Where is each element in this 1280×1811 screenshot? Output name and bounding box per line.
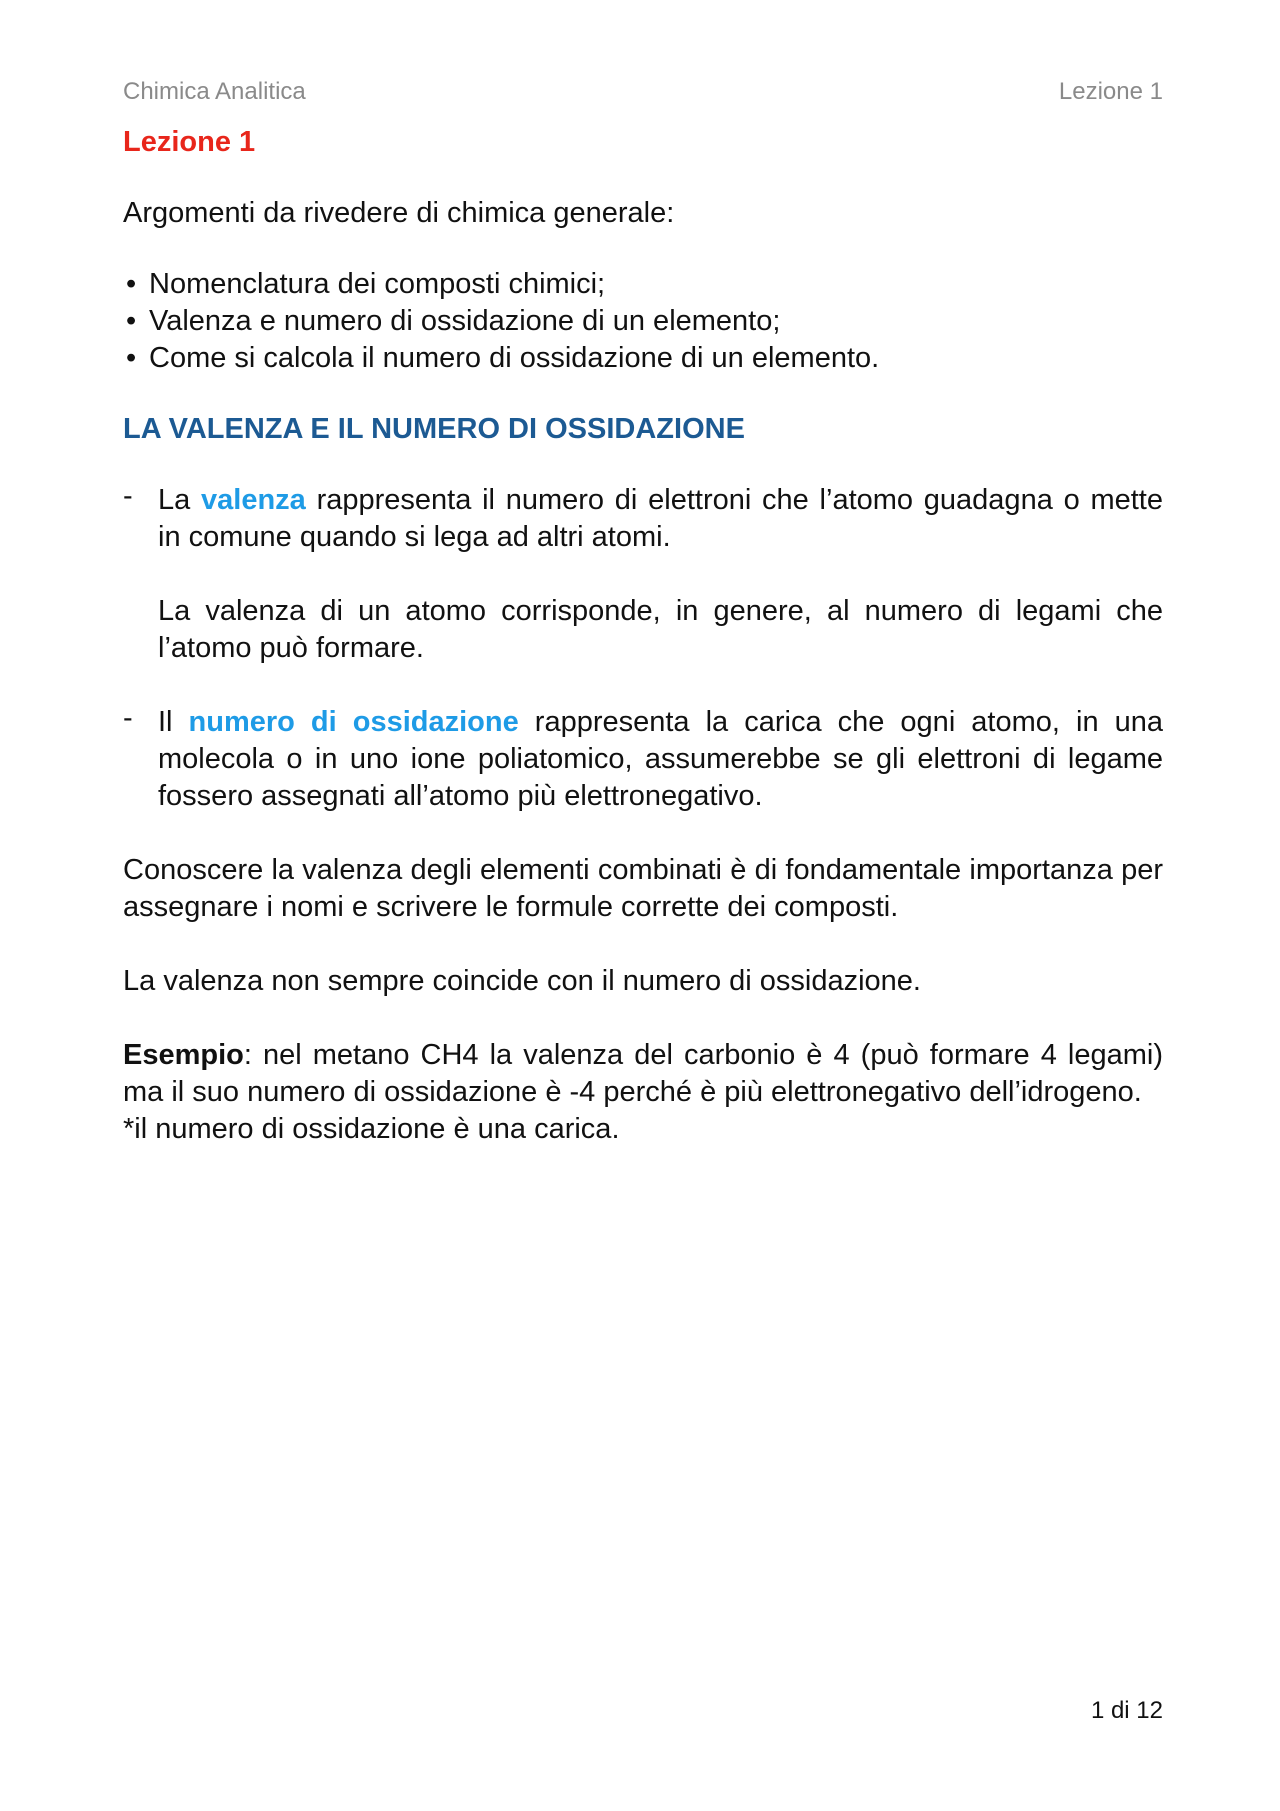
spacer (123, 926, 1163, 963)
bullet-icon: • (126, 305, 137, 337)
list-item (123, 266, 1163, 303)
running-header (123, 78, 1163, 106)
dash-icon: - (123, 480, 133, 512)
example-footnote: *il numero di ossidazione è una carica. (123, 1113, 620, 1145)
valenza-text (158, 482, 1163, 556)
list-item-text: Come si calcola il numero di ossidazione di un elemento. (149, 342, 880, 374)
section-heading: LA VALENZA E IL NUMERO DI OSSIDAZIONE (123, 413, 745, 445)
valenza-definition (123, 482, 1163, 667)
intro-text: Argomenti da rivedere di chimica generale: (123, 197, 675, 229)
list-item-text: Valenza e numero di ossidazione di un elemento; (149, 305, 781, 337)
example-paragraph (123, 1037, 1163, 1111)
valenza-term: valenza (201, 484, 306, 516)
ossidazione-definition (123, 704, 1163, 815)
ossidazione-pre: Il (158, 706, 189, 738)
spacer (158, 556, 1163, 593)
header-lesson: Lezione 1 (1058, 78, 1163, 105)
ossidazione-text (158, 704, 1163, 815)
lesson-title: Lezione 1 (123, 126, 256, 158)
spacer (123, 1000, 1163, 1037)
list-item-text: Nomenclatura dei composti chimici; (149, 268, 606, 300)
importance-paragraph: Conoscere la valenza degli elementi combinati è di fondamentale importanza per assegnare i nomi e scrivere le formule corrette dei composti. (123, 854, 1163, 923)
spacer (123, 667, 1163, 704)
bullet-icon: • (126, 268, 137, 300)
ossidazione-post: rappresenta la carica che ogni atomo, in una molecola o in uno ione poliatomico, assumerebbe se gli elettroni di legame fossero assegnati all’atomo più elettronegativo. (158, 706, 1164, 812)
valenza-extra: La valenza di un atomo corrisponde, in genere, al numero di legami che l’atomo può formare. (158, 595, 1163, 664)
header-course: Chimica Analitica (123, 78, 306, 105)
page-content (123, 124, 1163, 1148)
topics-list (123, 266, 1163, 377)
bullet-icon: • (126, 342, 137, 374)
ossidazione-term: numero di ossidazione (188, 706, 519, 738)
note-paragraph: La valenza non sempre coincide con il numero di ossidazione. (123, 965, 921, 997)
example-label: Esempio (123, 1039, 244, 1071)
valenza-pre: La (158, 484, 202, 516)
valenza-post: rappresenta il numero di elettroni che l’atomo guadagna o mette in comune quando si lega ad altri atomi. (158, 484, 1163, 553)
dash-icon: - (123, 702, 133, 734)
list-item (123, 303, 1163, 340)
spacer (123, 815, 1163, 852)
page-number: 1 di 12 (1090, 1697, 1163, 1724)
example-text: : nel metano CH4 la valenza del carbonio è 4 (può formare 4 legami) ma il suo numero di ossidazione è -4 perché è più elettronegativo dell’idrogeno. (123, 1039, 1163, 1108)
list-item (123, 340, 1163, 377)
